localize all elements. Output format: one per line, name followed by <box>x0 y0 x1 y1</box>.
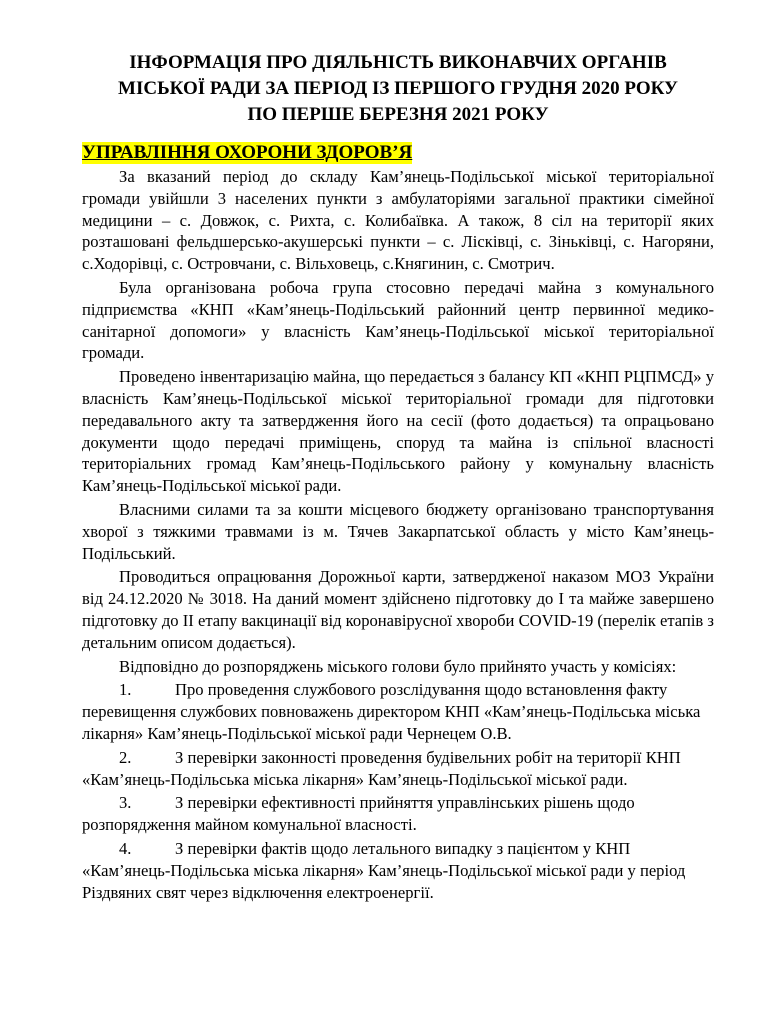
list-item-text: З перевірки ефективності прийняття управлінських рішень щодо розпорядження майном комунальної власності. <box>82 793 635 835</box>
list-item <box>82 792 714 836</box>
paragraph-4: Власними силами та за кошти місцевого бюджету організовано транспортування хворої з тяжкими травмами із м. Тячев Закарпатської область у місто Кам’янець-Подільський. <box>82 499 714 563</box>
section-heading: УПРАВЛІННЯ ОХОРОНИ ЗДОРОВ’Я <box>82 142 413 163</box>
document-title <box>82 50 714 128</box>
list-item-text: Про проведення службового розслідування щодо встановлення факту перевищення службових повноважень директором КНП «Кам’янець-Подільська міська лікарня» Кам’янець-Подільської міської ради Чернецем О.В. <box>82 680 701 743</box>
list-item-number: 4. <box>119 838 132 858</box>
section-health <box>82 142 714 903</box>
title-line-2: МІСЬКОЇ РАДИ ЗА ПЕРІОД ІЗ ПЕРШОГО ГРУДНЯ 2020 РОКУ <box>118 78 678 99</box>
title-line-3: ПО ПЕРШЕ БЕРЕЗНЯ 2021 РОКУ <box>247 104 549 125</box>
paragraph-2: Була організована робоча група стосовно передачі майна з комунального підприємства «КНП «Кам’янець-Подільський районний центр первинної медико-санітарної допомоги» у власність Кам’янець-Подільської міської територіальної громади. <box>82 277 714 363</box>
paragraph-1: За вказаний період до складу Кам’янець-Подільської міської територіальної громади увійшли 3 населених пункти з амбулаторіями загальної практики сімейної медицини – с. Довжок, с. Рихта, с. Колибаївка. А також, 8 сіл на території яких розташовані фельдшерсько-акушерські пункти – с. Лісківці, с. Зіньківці, с. Нагоряни, с.Ходорівці, с. Островчани, с. Вільховець, с.Княгинин, с. Смотрич. <box>82 167 714 274</box>
paragraph-3: Проведено інвентаризацію майна, що передається з балансу КП «КНП РЦПМСД» у власність Кам’янець-Подільської міської територіальної громади для підготовки передавального акту та затвердження його на сесії (фото додається) та опрацьовано документи щодо передачі приміщень, споруд та майна із спільної власності територіальних громад Кам’янець-Подільського району у комунальну власність Кам’янець-Подільської міської ради. <box>82 367 714 496</box>
list-item-text: З перевірки фактів щодо летального випадку з пацієнтом у КНП «Кам’янець-Подільська міська лікарня» Кам’янець-Подільської міської ради у період Різдвяних свят через відключення електроенергії. <box>82 838 686 902</box>
list-item <box>82 679 714 744</box>
list-item <box>82 838 714 903</box>
paragraph-6: Відповідно до розпоряджень міського голови було прийнято участь у комісіях: <box>119 656 677 676</box>
title-line-1: ІНФОРМАЦІЯ ПРО ДІЯЛЬНІСТЬ ВИКОНАВЧИХ ОРГАНІВ <box>129 52 667 73</box>
paragraph-5: Проводиться опрацювання Дорожньої карти, затвердженої наказом МОЗ України від 24.12.2020 № 3018. На даний момент здійснено підготовку до І та майже завершено підготовку до ІІ етапу вакцинації від коронавірусної хвороби COVID-19 (перелік етапів з детальним описом додається). <box>82 567 714 652</box>
document-page <box>82 50 714 905</box>
list-item-number: 2. <box>119 747 132 767</box>
list-item-number: 1. <box>119 680 132 700</box>
commission-list <box>82 679 714 903</box>
list-item-number: 3. <box>119 793 132 813</box>
list-item <box>82 747 714 791</box>
list-item-text: З перевірки законності проведення будівельних робіт на території КНП «Кам’янець-Подільська міська лікарня» Кам’янець-Подільської міської ради. <box>82 747 681 789</box>
